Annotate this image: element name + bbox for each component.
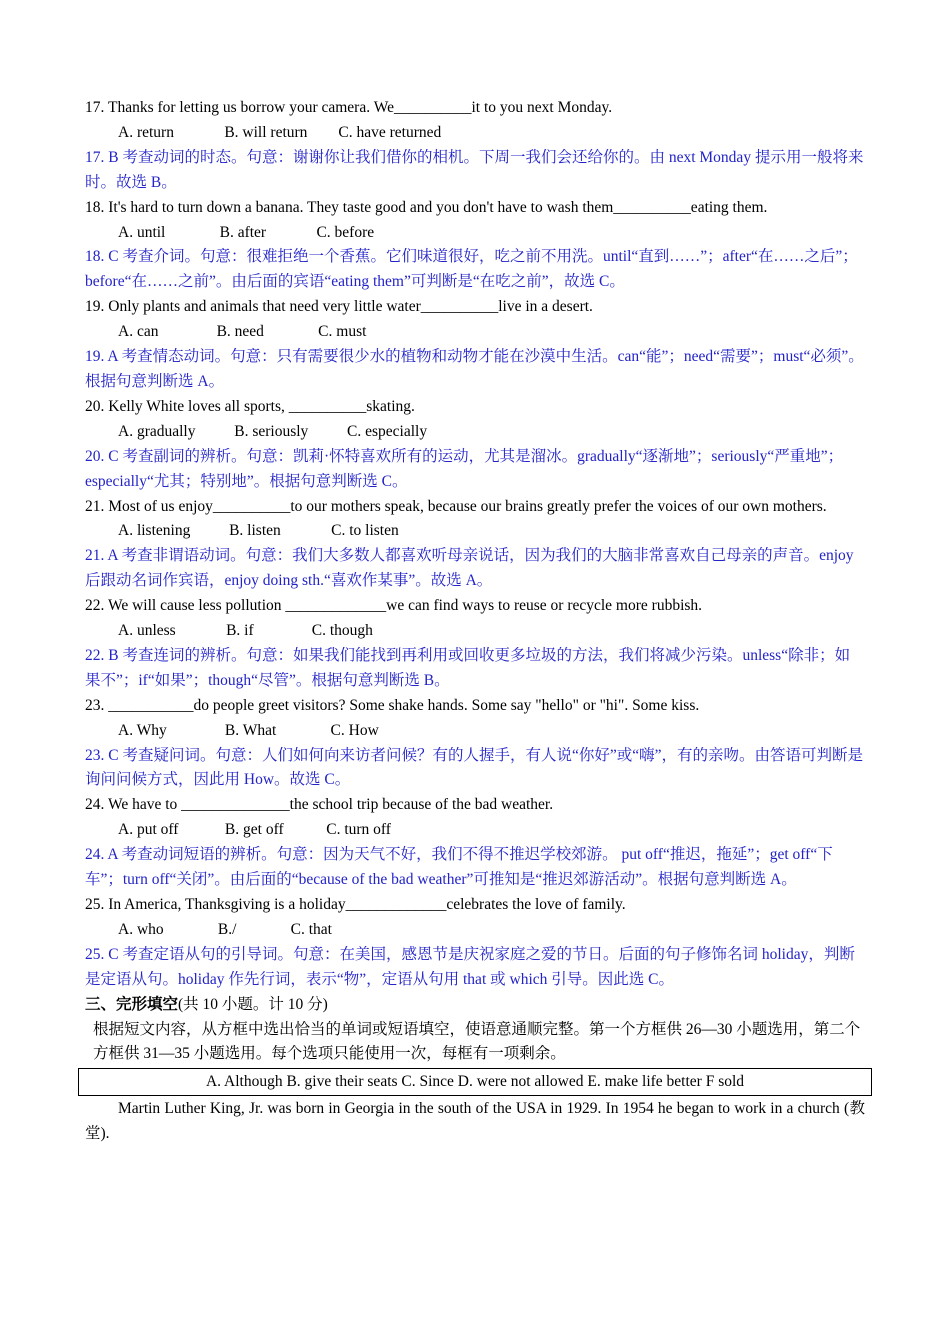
- answer-explanation: 23. C 考查疑问词。句意：人们如何向来访者问候？有的人握手，有人说“你好”或“嗨”，有的亲吻。由答语可判断是询问问候方式，因此用 How。故选 C。: [85, 746, 863, 789]
- question-stem: 18. It's hard to turn down a banana. They taste good and you don't have to wash them__________eating them.: [85, 198, 768, 216]
- section-heading: [85, 993, 865, 1018]
- answer-explanation: 22. B 考查连词的辨析。句意：如果我们能找到再利用或回收更多垃圾的方法，我们将减少污染。unless“除非；如果不”；if“如果”；though“尽管”。根据句意判断选 B。: [85, 646, 851, 689]
- answer-explanation: 24. A 考查动词短语的辨析。句意：因为天气不好，我们不得不推迟学校郊游。 put off“推迟，拖延”；get off“下车”；turn off“关闭”。由后面的“because of the bad weather”可推知是“推迟郊游活动”。根据句意判断选 A。: [85, 846, 833, 889]
- answer-explanation: 17. B 考查动词的时态。句意：谢谢你让我们借你的相机。下周一我们会还给你的。由 next Monday 提示用一般将来时。故选 B。: [85, 148, 864, 191]
- answer-explanation: 20. C 考查副词的辨析。句意：凯莉·怀特喜欢所有的运动，尤其是溜冰。gradually“逐渐地”；seriously“严重地”；especially“尤其；特别地”。根据句意判断选 C。: [85, 447, 844, 490]
- question-options: A. gradually B. seriously C. especially: [118, 422, 428, 440]
- question-stem: 17. Thanks for letting us borrow your camera. We__________it to you next Monday.: [85, 99, 613, 116]
- question-options: A. until B. after C. before: [118, 223, 375, 241]
- cloze-passage: Martin Luther King, Jr. was born in Georgia in the south of the USA in 1929. In 1954 he began to work in a church (教堂).: [85, 1100, 865, 1143]
- question-stem: 24. We have to ______________the school trip because of the bad weather.: [85, 796, 554, 814]
- question-stem: 19. Only plants and animals that need very little water__________live in a desert.: [85, 298, 593, 316]
- question-stem: 22. We will cause less pollution _____________we can find ways to reuse or recycle more rubbish.: [85, 597, 703, 615]
- question-options: A. listening B. listen C. to listen: [118, 522, 399, 540]
- section-title: 三、完形填空: [85, 995, 179, 1013]
- question-stem: 20. Kelly White loves all sports, __________skating.: [85, 397, 415, 415]
- question-options: A. can B. need C. must: [118, 323, 367, 341]
- section-instruction: 根据短文内容，从方框中选出恰当的单词或短语填空，使语意通顺完整。第一个方框供 26—30 小题选用，第二个方框供 31—35 小题选用。每个选项只能使用一次，每框有一项剩余。: [93, 1020, 861, 1063]
- answer-explanation: 19. A 考查情态动词。句意：只有需要很少水的植物和动物才能在沙漠中生活。can“能”；need“需要”；must“必须”。根据句意判断选 A。: [85, 348, 864, 390]
- question-options: A. who B./ C. that: [118, 920, 332, 938]
- question-options: A. Why B. What C. How: [118, 721, 379, 739]
- question-options: A. return B. will return C. have returned: [118, 123, 442, 141]
- question-options: A. put off B. get off C. turn off: [118, 821, 391, 839]
- document-content: [85, 96, 865, 1147]
- question-stem: 21. Most of us enjoy__________to our mothers speak, because our brains greatly prefer the voices of our own mothers.: [85, 497, 827, 515]
- answer-explanation: 18. C 考查介词。句意：很难拒绝一个香蕉。它们味道很好，吃之前不用洗。until“直到……”；after“在……之后”；before“在……之前”。由后面的宾语“eating them”可判断是“在吃之前”，故选 C。: [85, 248, 858, 291]
- answer-explanation: 21. A 考查非谓语动词。句意：我们大多数人都喜欢听母亲说话，因为我们的大脑非常喜欢自己母亲的声音。enjoy 后跟动名词作宾语，enjoy doing sth.“喜欢作某事”。故选 A。: [85, 547, 854, 590]
- answer-explanation: 25. C 考查定语从句的引导词。句意：在美国，感恩节是庆祝家庭之爱的节日。后面的句子修饰名词 holiday，判断是定语从句。holiday 作先行词，表示“物”，定语从句用 that 或 which 引导。因此选 C。: [85, 945, 855, 988]
- section-note: (共 10 小题。计 10 分): [178, 995, 328, 1013]
- question-options: A. unless B. if C. though: [118, 622, 373, 640]
- word-choice-box: A. Although B. give their seats C. Since D. were not allowed E. make life better F sold: [78, 1068, 872, 1096]
- question-stem: 25. In America, Thanksgiving is a holiday_____________celebrates the love of family.: [85, 896, 626, 913]
- question-stem: 23. ___________do people greet visitors? Some shake hands. Some say "hello" or "hi". Some kiss.: [85, 696, 700, 714]
